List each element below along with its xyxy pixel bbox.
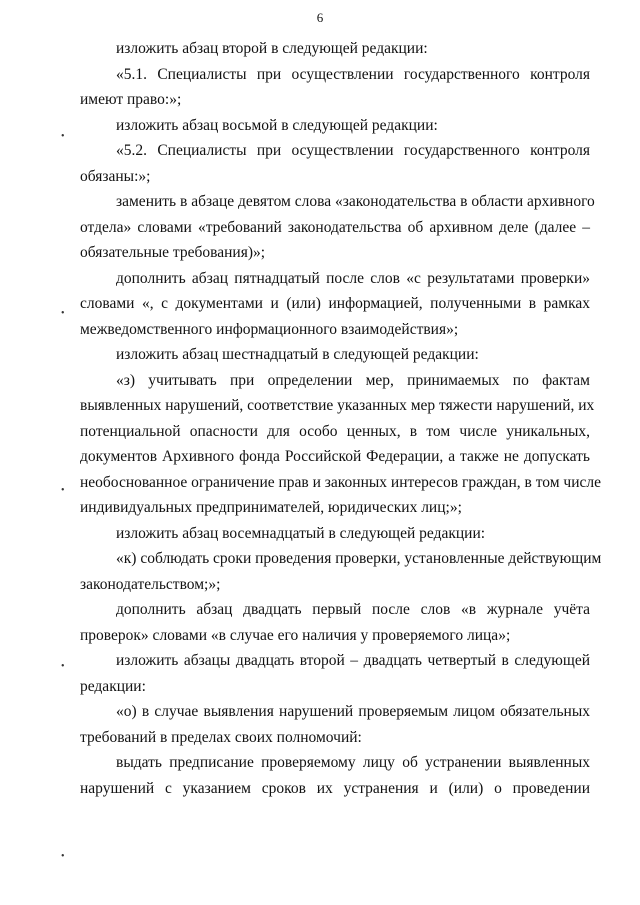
- page-number: 6: [316, 10, 324, 25]
- text-line: редакции:: [80, 677, 146, 695]
- text-line: обязаны:»;: [80, 167, 151, 185]
- text-line: «к) соблюдать сроки проведения проверки, установленные действующим: [116, 550, 602, 567]
- text-line: «о) в случае выявления нарушений проверяемым лицом обязательных: [116, 703, 590, 720]
- text-line: необоснованное ограничение прав и законных интересов граждан, в том числе: [80, 473, 601, 491]
- scan-speck-mark: •: [61, 851, 65, 862]
- text-line: выявленных нарушений, соответствие указанных мер тяжести нарушений, их: [80, 397, 595, 414]
- text-line: потенциальной опасности для особо ценных, в том числе уникальных,: [80, 422, 590, 440]
- text-line: нарушений с указанием сроков их устранения и (или) о проведении: [80, 779, 590, 797]
- text-line: законодательством;»;: [80, 575, 221, 593]
- text-line: словами «, с документами и (или) информацией, полученными в рамках: [80, 295, 590, 312]
- text-line: изложить абзац восьмой в следующей редакции:: [116, 116, 438, 134]
- text-line: заменить в абзаце девятом слова «законодательства в области архивного: [116, 193, 595, 210]
- text-line: отдела» словами «требований законодательства об архивном деле (далее –: [80, 218, 590, 236]
- scan-speck-mark: •: [61, 661, 65, 672]
- scan-speck-mark: •: [61, 131, 65, 142]
- text-line: «5.1. Специалисты при осуществлении государственного контроля: [116, 65, 590, 83]
- text-line: изложить абзац шестнадцатый в следующей редакции:: [116, 346, 479, 363]
- text-line: имеют право:»;: [80, 91, 182, 108]
- text-line: выдать предписание проверяемому лицу об устранении выявленных: [116, 754, 590, 771]
- text-line: дополнить абзац двадцать первый после слов «в журнале учёта: [116, 601, 590, 618]
- text-line: изложить абзац восемнадцатый в следующей редакции:: [116, 524, 486, 542]
- text-line: изложить абзацы двадцать второй – двадцать четвертый в следующей: [116, 652, 590, 669]
- scan-speck-mark: •: [61, 308, 65, 319]
- scan-speck-mark: •: [61, 485, 65, 496]
- text-line: «з) учитывать при определении мер, принимаемых по фактам: [116, 371, 590, 389]
- text-line: изложить абзац второй в следующей редакции:: [116, 40, 428, 57]
- text-line: межведомственного информационного взаимодействия»;: [80, 320, 459, 338]
- text-line: индивидуальных предпринимателей, юридических лиц;»;: [80, 499, 462, 516]
- text-line: документов Архивного фонда Российской Федерации, а также не допускать: [80, 448, 590, 465]
- text-line: проверок» словами «в случае его наличия у проверяемого лица»;: [80, 626, 511, 644]
- text-line: дополнить абзац пятнадцатый после слов «с результатами проверки»: [116, 269, 590, 287]
- document-body: [80, 36, 602, 801]
- text-line: обязательные требования)»;: [80, 244, 266, 261]
- text-line: «5.2. Специалисты при осуществлении государственного контроля: [116, 142, 590, 159]
- text-line: требований в пределах своих полномочий:: [80, 728, 362, 746]
